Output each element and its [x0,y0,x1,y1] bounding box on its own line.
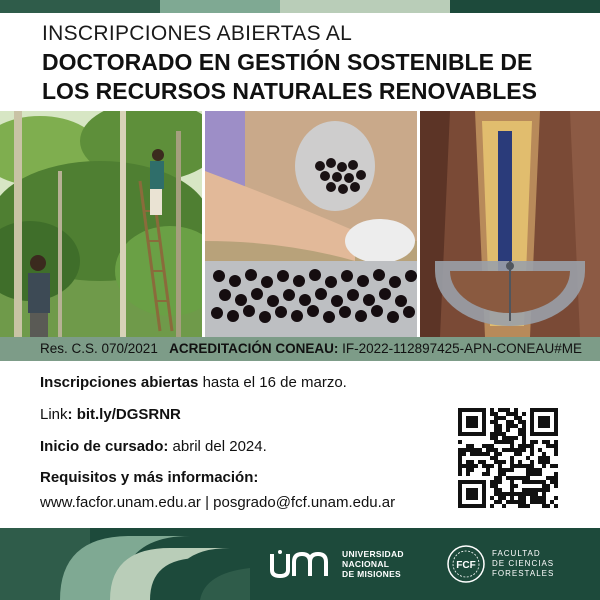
unam-name [342,549,404,579]
top-color-bar [0,0,600,13]
link-label: Link [40,406,68,423]
page-title [42,48,537,106]
forest-photo [0,111,202,337]
start-value: abril del 2024. [168,438,267,455]
accreditation-value: IF-2022-112897425-APN-CONEAU#ME [338,341,582,356]
unam-line: UNIVERSIDAD [342,549,404,559]
bark-photo [420,111,600,337]
requirements-label: Requisitos y más información: [40,469,259,486]
resolution-number: Res. C.S. 070/2021 [40,341,158,356]
fcf-logo-text: FCF [456,560,476,571]
top-bar-segment [450,0,600,13]
link-line [40,406,181,423]
fcf-line: FACULTAD [492,549,541,558]
enrollment-label: Inscripciones abiertas [40,374,199,391]
start-label: Inicio de cursado: [40,438,169,455]
enrollment-line [40,374,347,391]
requirements-heading [40,469,258,486]
contact-line[interactable]: www.facfor.unam.edu.ar | posgrado@fcf.unam.edu.ar [40,494,396,511]
fcf-logo-icon [446,544,486,589]
eyebrow-heading: INSCRIPCIONES ABIERTAS AL [42,22,353,45]
qr-code-icon[interactable] [458,408,558,508]
unam-line: DE MISIONES [342,569,402,579]
accreditation-label: ACREDITACIÓN CONEAU: [169,341,339,356]
unam-line: NACIONAL [342,559,390,569]
unam-logo-icon [268,548,334,585]
title-line-2: LOS RECURSOS NATURALES RENOVABLES [42,78,537,104]
top-bar-segment [0,0,160,13]
fcf-name [492,549,554,579]
fcf-line: DE CIENCIAS [492,559,555,568]
top-bar-segment [280,0,450,13]
berries-photo [205,111,417,337]
top-bar-segment [160,0,280,13]
photo-strip [0,111,600,337]
enrollment-deadline: hasta el 16 de marzo. [198,374,347,391]
link-value[interactable]: : bit.ly/DGSRNR [67,406,181,423]
title-line-1: DOCTORADO EN GESTIÓN SOSTENIBLE DE [42,49,533,75]
start-line [40,438,267,455]
accreditation-bar [0,337,600,361]
fcf-line: FORESTALES [492,569,555,578]
